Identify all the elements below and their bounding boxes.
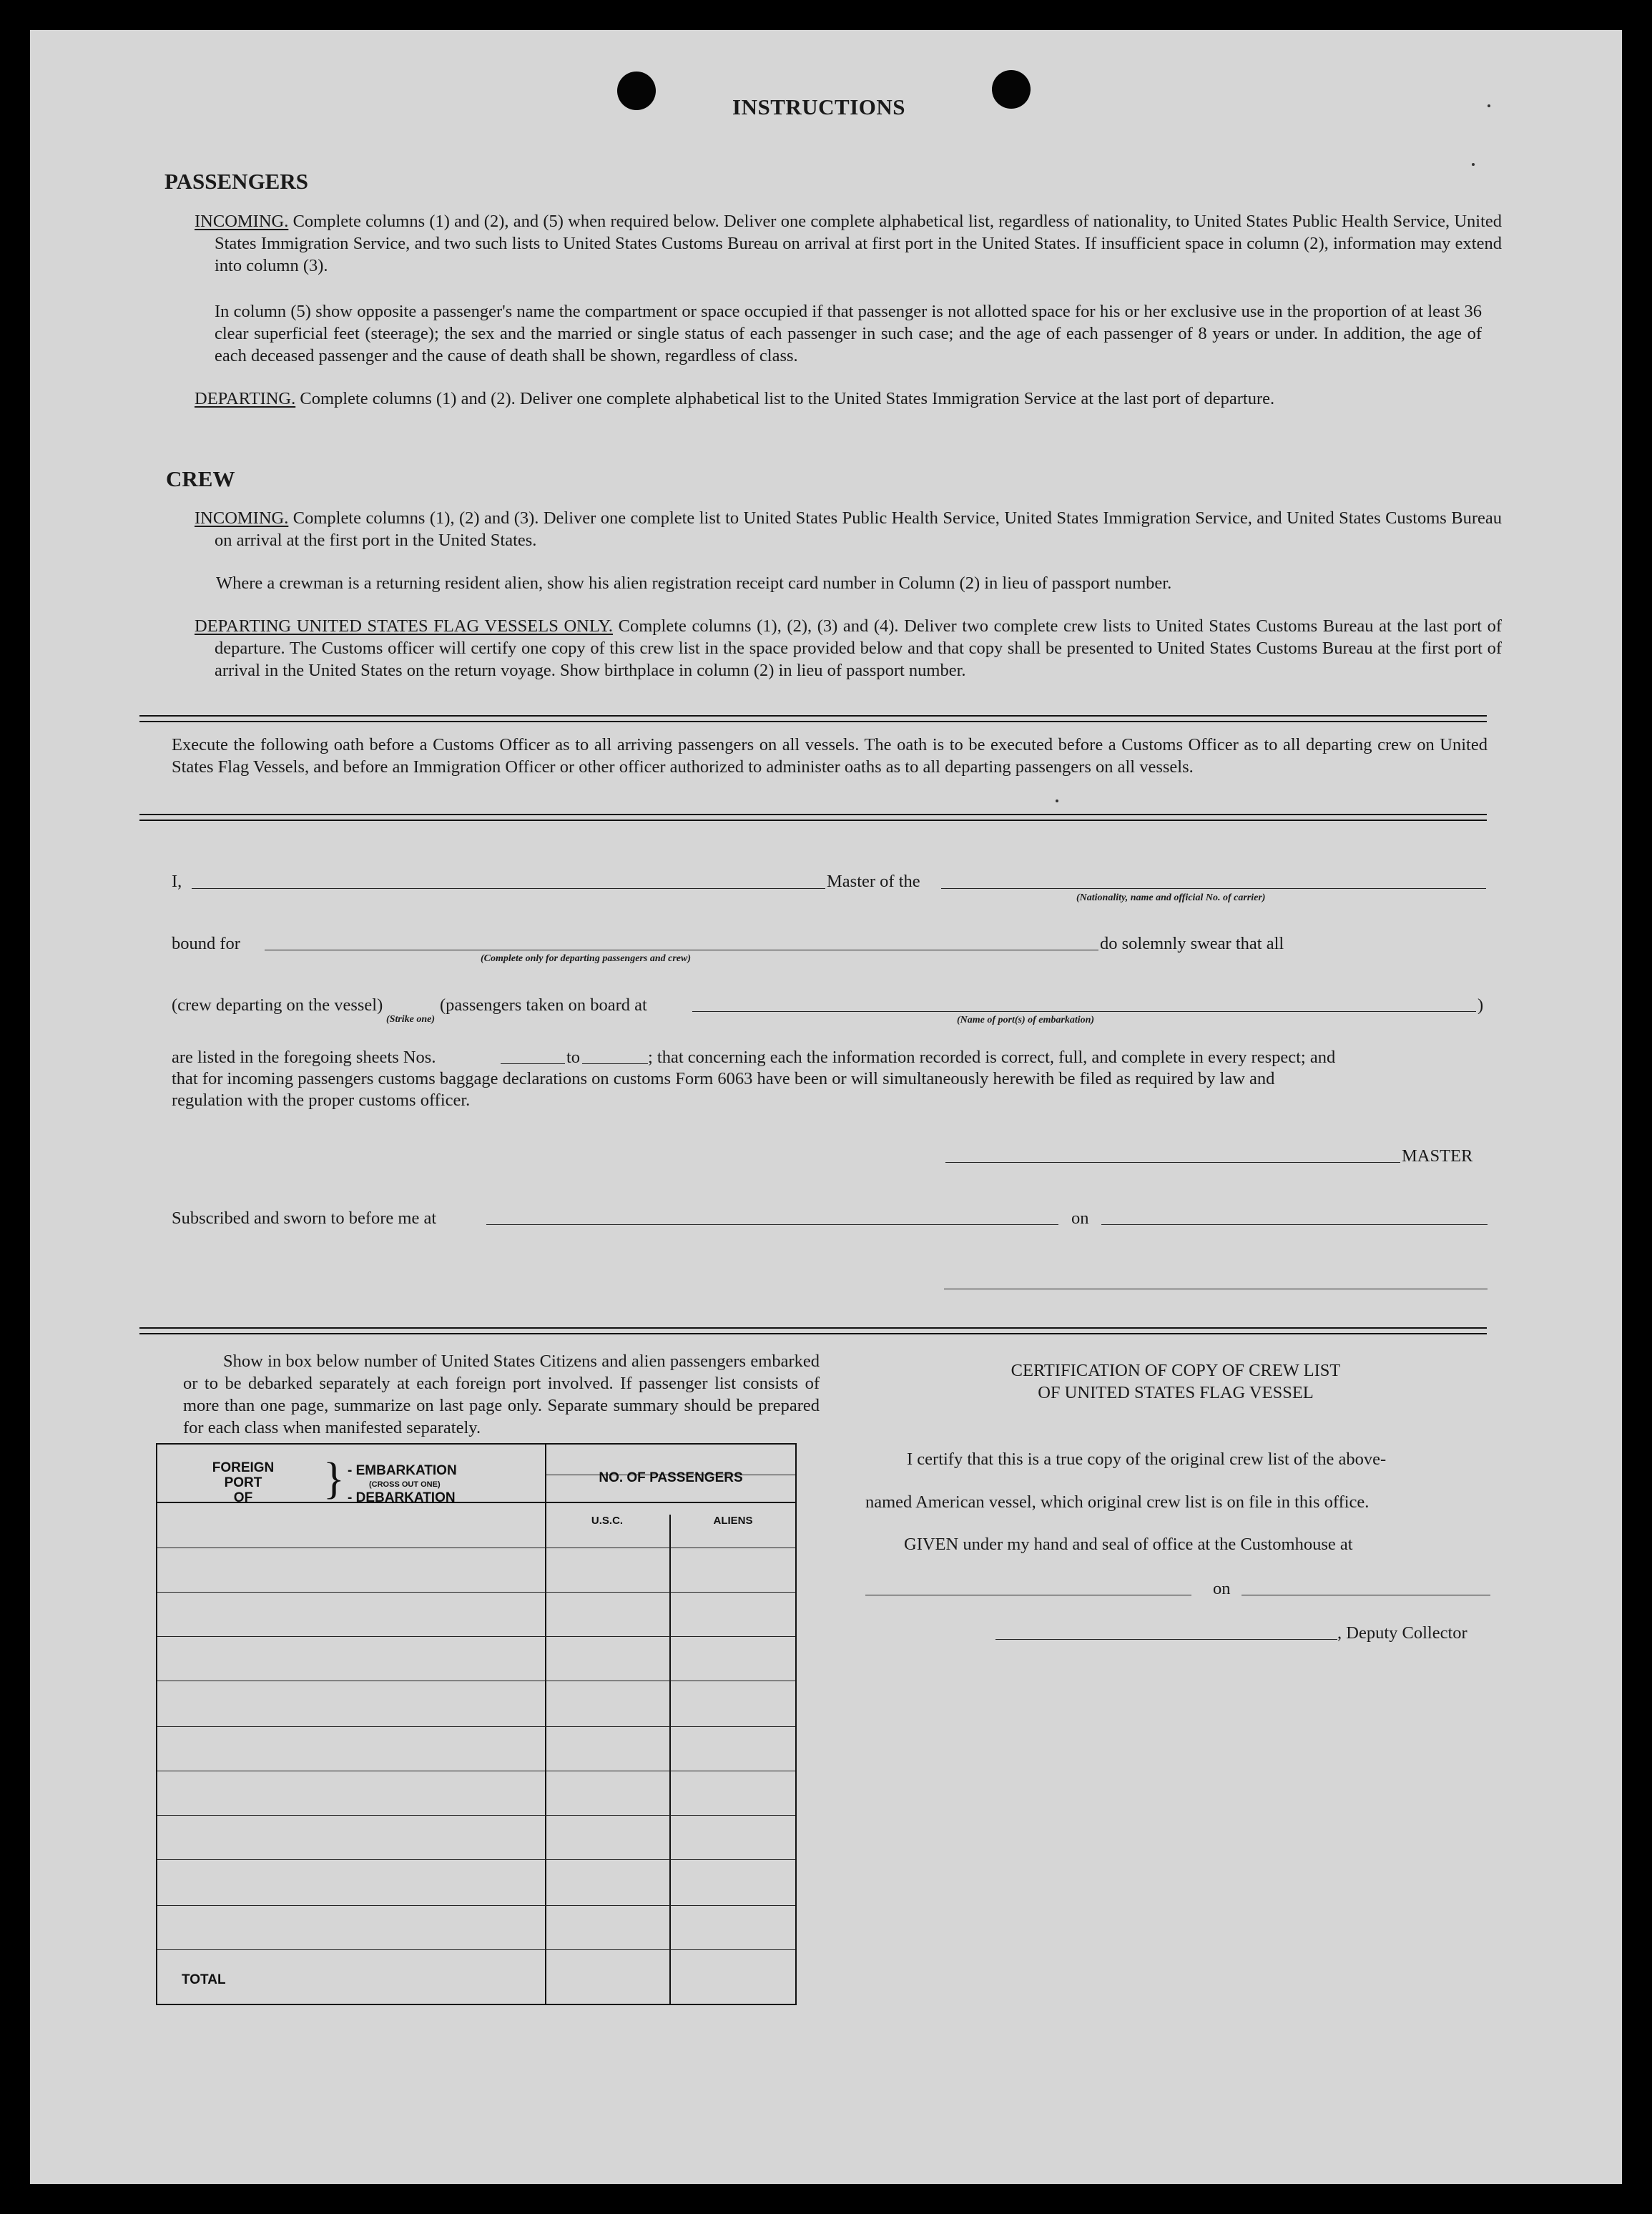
aliens-header: ALIENS	[713, 1515, 753, 1527]
crew-departing-label: DEPARTING UNITED STATES FLAG VESSELS ONLY.	[195, 616, 614, 636]
carrier-field[interactable]	[941, 888, 1486, 889]
double-rule	[139, 1327, 1487, 1334]
listed-text-2: ; that concerning each the information recorded is correct, full, and complete in every respect; and	[648, 1048, 1336, 1067]
certification-heading-2: OF UNITED STATES FLAG VESSEL	[1038, 1383, 1314, 1402]
bracket-icon: }	[323, 1455, 345, 1503]
subscribed-label: Subscribed and sworn to before me at	[172, 1209, 437, 1228]
passenger-summary-table	[156, 1443, 797, 2005]
no-of-passengers-header: NO. OF PASSENGERS	[599, 1470, 743, 1485]
strike-one-hint: (Strike one)	[386, 1014, 436, 1025]
passengers-incoming-paragraph	[195, 210, 1502, 277]
sworn-place-field[interactable]	[486, 1224, 1058, 1225]
foreign-port-header: FOREIGN PORT OF	[212, 1460, 275, 1505]
speck	[1472, 163, 1475, 166]
listed-to-label: to	[566, 1048, 581, 1067]
usc-header: U.S.C.	[591, 1515, 624, 1527]
crew-heading: CREW	[166, 466, 235, 491]
passengers-taken-option[interactable]: (passengers taken on board at	[440, 995, 647, 1015]
listed-text-1: are listed in the foregoing sheets Nos.	[172, 1048, 436, 1067]
double-rule	[139, 814, 1487, 821]
crew-resident-paragraph: Where a crewman is a returning resident alien, show his alien registration receipt card number in Column (2) in lieu of passport number.	[216, 574, 1172, 593]
close-paren: )	[1478, 995, 1484, 1015]
deputy-signature-field[interactable]	[995, 1639, 1337, 1640]
listed-text-3: that for incoming passengers customs baggage declarations on customs Form 6063 have been or will simultaneously herewith be filed as required by law and	[172, 1069, 1275, 1088]
double-rule	[139, 715, 1487, 722]
oath-i-label: I,	[172, 872, 182, 891]
passengers-incoming-label: INCOMING.	[195, 212, 289, 231]
cross-out-one-hint: (CROSS OUT ONE)	[369, 1480, 441, 1489]
sworn-on-label: on	[1071, 1209, 1089, 1228]
crew-incoming-text: Complete columns (1), (2) and (3). Deliver one complete list to United States Public Health Service, United States Immigration Service, and United States Customs Bureau on arrival at the first port in the United States.	[215, 508, 1502, 550]
sworn-date-field[interactable]	[1101, 1224, 1488, 1225]
crew-incoming-paragraph	[195, 507, 1502, 551]
punch-hole-left	[617, 72, 656, 110]
certification-heading-1: CERTIFICATION OF COPY OF CREW LIST	[1011, 1361, 1341, 1380]
summary-instruction: Show in box below number of United States Citizens and alien passengers embarked or to be debarked separately at each foreign port involved. If passenger list consists of more than one page, summarize on last page only. Separate summary should be prepared for each class when manifested separately.	[183, 1352, 820, 1437]
speck	[1488, 104, 1490, 107]
nationality-hint: (Nationality, name and official No. of carrier)	[1076, 892, 1266, 903]
debarkation-option[interactable]: - DEBARKATION	[348, 1490, 456, 1505]
port-embarkation-field[interactable]	[692, 1011, 1476, 1012]
embarkation-option[interactable]: - EMBARKATION	[348, 1463, 457, 1478]
master-signature-field[interactable]	[945, 1162, 1400, 1163]
ports-hint: (Name of port(s) of embarkation)	[957, 1015, 1095, 1025]
passengers-incoming-text: Complete columns (1) and (2), and (5) when required below. Deliver one complete alphabetical list, regardless of nationality, to United States Public Health Service, United States Immigration Service, and two such lists to United States Customs Bureau on arrival at first port in the United States. If insufficient space in column (2), information may extend into column (3).	[215, 212, 1502, 275]
passengers-column5-paragraph: In column (5) show opposite a passenger's name the compartment or space occupied if that passenger is not allotted space for his or her exclusive use in the proportion of at least 36 clear superficial feet (steerage); the sex and the married or single status of each passenger in such case; and the age of each passenger of 8 years or under. In addition, the age of each deceased passenger and the cause of death shall be shown, regardless of class.	[215, 302, 1482, 365]
crew-departing-text: Complete columns (1), (2), (3) and (4). Deliver two complete crew lists to United States Customs Bureau at the last port of departure. The Customs officer will certify one copy of this crew list in the space provided below and that copy shall be presented to United States Customs Bureau at the first port of arrival in the United States on the return voyage. Show birthplace in column (2) in lieu of passport number.	[215, 616, 1502, 680]
oath-instruction: Execute the following oath before a Customs Officer as to all arriving passengers on all vessels. The oath is to be executed before a Customs Officer as to all departing crew on United States Flag Vessels, and before an Immigration Officer or other officer authorized to administer oaths as to all departing passengers on all vessels.	[172, 735, 1488, 777]
master-name-field[interactable]	[192, 888, 825, 889]
swear-label: do solemnly swear that all	[1100, 934, 1284, 953]
crew-departing-paragraph	[195, 615, 1502, 682]
total-label: TOTAL	[182, 1972, 226, 1987]
sheet-from-field[interactable]	[501, 1063, 565, 1064]
sheet-to-field[interactable]	[582, 1063, 648, 1064]
passengers-departing-text: Complete columns (1) and (2). Deliver one complete alphabetical list to the United States Immigration Service at the last port of departure.	[300, 389, 1275, 408]
master-of-label: Master of the	[827, 872, 920, 891]
deputy-collector-label: , Deputy Collector	[1337, 1623, 1467, 1643]
complete-only-hint: (Complete only for departing passengers and crew)	[481, 953, 691, 964]
bound-for-label: bound for	[172, 934, 240, 953]
passengers-departing-paragraph	[195, 388, 1502, 410]
given-text: GIVEN under my hand and seal of office at the Customhouse at	[904, 1535, 1353, 1554]
crew-incoming-label: INCOMING.	[195, 508, 289, 528]
master-label: MASTER	[1402, 1146, 1473, 1166]
certify-text-1: I certify that this is a true copy of the original crew list of the above-	[907, 1450, 1387, 1469]
speck	[1056, 800, 1058, 802]
crew-departing-option[interactable]: (crew departing on the vessel)	[172, 995, 383, 1015]
certify-text-2: named American vessel, which original crew list is on file in this office.	[865, 1492, 1370, 1512]
certification-on-label: on	[1213, 1579, 1231, 1598]
punch-hole-right	[992, 70, 1031, 109]
passengers-heading: PASSENGERS	[164, 169, 308, 194]
listed-text-4: regulation with the proper customs officer.	[172, 1091, 471, 1110]
page-title: INSTRUCTIONS	[732, 94, 906, 119]
passengers-departing-label: DEPARTING.	[195, 389, 296, 408]
